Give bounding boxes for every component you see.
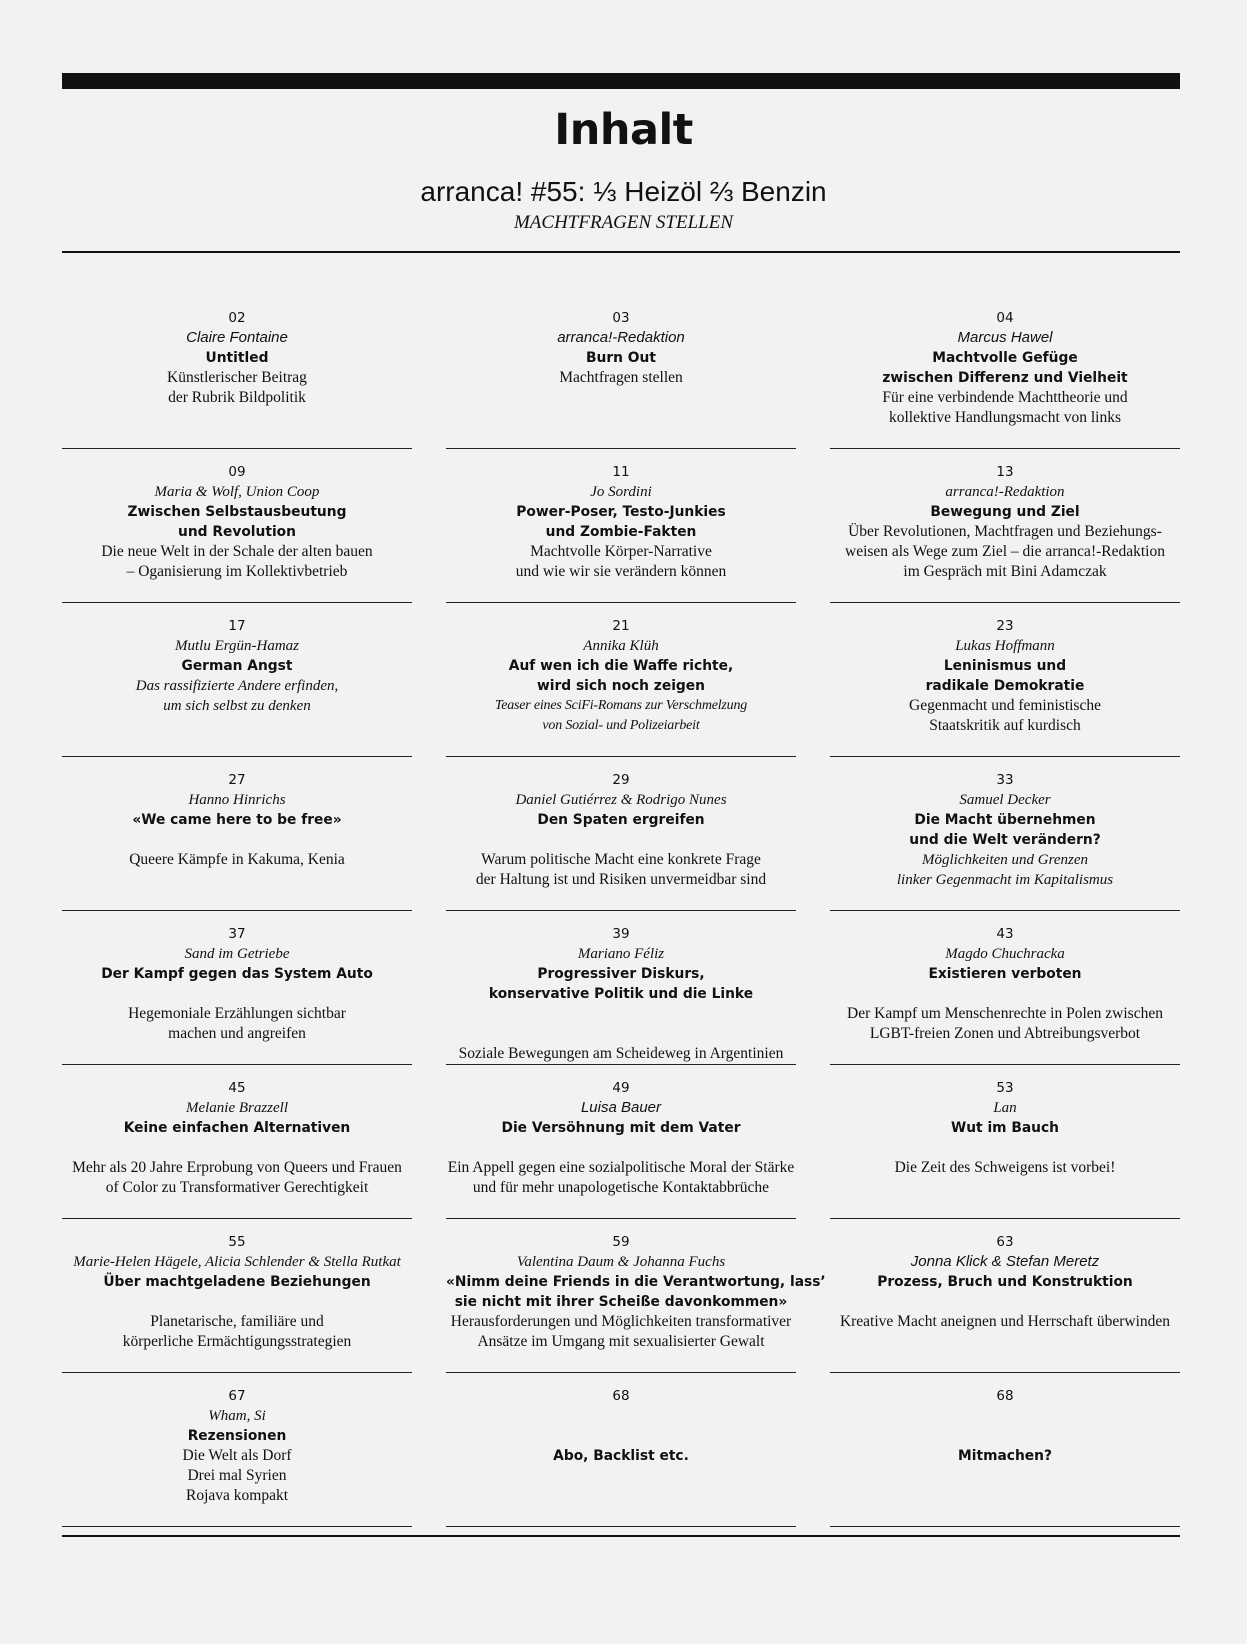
entry-title: Prozess, Bruch und Konstruktion [877, 1274, 1133, 1290]
page-number: 13 [996, 464, 1014, 480]
row-divider [62, 1372, 412, 1373]
entry-subtitle: Die Welt als Dorf [182, 1447, 292, 1464]
toc-entry[interactable] [62, 924, 412, 1044]
entry-title: Progressiver Diskurs, [537, 966, 705, 982]
row-divider [830, 602, 1180, 603]
toc-entry[interactable] [830, 1232, 1180, 1332]
entry-subtitle: und wie wir sie verändern können [515, 563, 727, 580]
entry-subtitle: Rojava kompakt [185, 1487, 289, 1504]
author: Annika Klüh [583, 638, 659, 654]
page-number: 23 [996, 618, 1014, 634]
entry-subtitle: kollektive Handlungsmacht von links [888, 409, 1122, 426]
entry-title: Den Spaten ergreifen [537, 812, 705, 828]
entry-subtitle: Hegemoniale Erzählungen sichtbar [128, 1005, 346, 1022]
page-number: 11 [612, 464, 630, 480]
spacer [62, 1138, 412, 1158]
entry-title: wird sich noch zeigen [537, 678, 705, 694]
entry-subtitle: Staatskritik auf kurdisch [929, 717, 1081, 734]
row-divider [446, 910, 796, 911]
entry-subtitle: machen und angreifen [168, 1025, 306, 1042]
entry-title: sie nicht mit ihrer Scheiße davonkommen» [454, 1294, 788, 1310]
spacer [446, 1024, 796, 1044]
page-number: 43 [996, 926, 1014, 942]
entry-title: konservative Politik und die Linke [488, 986, 754, 1002]
entry-subtitle: – Oganisierung im Kollektivbetrieb [126, 563, 348, 580]
toc-entry[interactable] [62, 1386, 412, 1506]
entry-title: Machtvolle Gefüge [932, 350, 1078, 366]
entry-title: Abo, Backlist etc. [553, 1448, 689, 1464]
row-divider [830, 448, 1180, 449]
entry-title: German Angst [181, 658, 293, 674]
page-number: 27 [228, 772, 246, 788]
entry-subtitle: linker Gegenmacht im Kapitalismus [896, 872, 1114, 888]
row-divider [830, 1218, 1180, 1219]
entry-title: Untitled [205, 350, 269, 366]
author: Jo Sordini [590, 484, 652, 500]
spacer [446, 1406, 796, 1426]
entry-subtitle: im Gespräch mit Bini Adamczak [903, 563, 1107, 580]
entry-subtitle: und für mehr unapologetische Kontaktabbrüche [472, 1179, 770, 1196]
author: Claire Fontaine [186, 329, 288, 346]
page-number: 03 [612, 310, 630, 326]
entry-subtitle: Die Zeit des Schweigens ist vorbei! [894, 1159, 1116, 1176]
entry-subtitle: Soziale Bewegungen am Scheideweg in Argentinien [458, 1045, 784, 1062]
entry-subtitle: Planetarische, familiäre und [150, 1313, 324, 1330]
entry-subtitle: Kreative Macht aneignen und Herrschaft überwinden [839, 1313, 1171, 1330]
spacer [446, 830, 796, 850]
spacer [446, 1138, 796, 1158]
row-divider [62, 910, 412, 911]
entry-subtitle: Ein Appell gegen eine sozialpolitische Moral der Stärke [447, 1159, 795, 1176]
toc-entry[interactable] [830, 1078, 1180, 1178]
toc-entry[interactable] [62, 462, 412, 582]
row-divider [830, 910, 1180, 911]
spacer [830, 1138, 1180, 1158]
entry-subtitle: Herausforderungen und Möglichkeiten transformativer [450, 1313, 792, 1330]
page-number: 37 [228, 926, 246, 942]
page-title: Inhalt [554, 105, 693, 155]
toc-entry[interactable] [830, 770, 1180, 890]
entry-subtitle: Queere Kämpfe in Kakuma, Kenia [129, 851, 345, 868]
toc-entry[interactable] [62, 1232, 412, 1352]
toc-entry[interactable] [446, 462, 796, 582]
issue-subtitle: MACHTFRAGEN STELLEN [513, 212, 734, 233]
entry-title: Zwischen Selbstausbeutung [127, 504, 347, 520]
spacer [446, 1426, 796, 1446]
page-number: 59 [612, 1234, 630, 1250]
page-number: 17 [228, 618, 246, 634]
row-divider [62, 448, 412, 449]
entry-title: radikale Demokratie [925, 678, 1085, 694]
entry-title: Keine einfachen Alternativen [123, 1120, 351, 1136]
page-number: 67 [228, 1388, 246, 1404]
author: Luisa Bauer [580, 1099, 662, 1116]
spacer [830, 1406, 1180, 1426]
row-divider [446, 756, 796, 757]
spacer [830, 1292, 1180, 1312]
entry-subtitle: Mehr als 20 Jahre Erprobung von Queers und Frauen [72, 1159, 402, 1176]
page-number: 33 [996, 772, 1014, 788]
row-divider [830, 1526, 1180, 1527]
entry-title: «We came here to be free» [132, 812, 342, 828]
author: Mariano Féliz [577, 946, 665, 962]
page-number: 53 [996, 1080, 1014, 1096]
author: Mutlu Ergün-Hamaz [174, 638, 300, 654]
row-divider [446, 1372, 796, 1373]
entry-subtitle: Der Kampf um Menschenrechte in Polen zwischen [847, 1005, 1163, 1022]
author: Lan [993, 1100, 1017, 1116]
entry-title: und die Welt verändern? [909, 832, 1101, 848]
entry-subtitle: der Haltung ist und Risiken unvermeidbar sind [475, 871, 767, 888]
entry-title: Auf wen ich die Waffe richte, [508, 658, 734, 674]
toc-entry[interactable] [446, 308, 796, 388]
author: Maria & Wolf, Union Coop [154, 484, 320, 500]
author: Sand im Getriebe [184, 946, 290, 962]
entry-title: zwischen Differenz und Vielheit [882, 370, 1128, 386]
page-number: 55 [228, 1234, 246, 1250]
page-number: 63 [996, 1234, 1014, 1250]
entry-subtitle: der Rubrik Bildpolitik [168, 389, 306, 406]
entry-subtitle: Teaser eines SciFi-Romans zur Verschmelzung [494, 698, 748, 713]
entry-subtitle: um sich selbst zu denken [163, 698, 311, 714]
row-divider [446, 448, 796, 449]
row-divider [446, 1218, 796, 1219]
author: Marcus Hawel [957, 329, 1053, 346]
spacer [62, 984, 412, 1004]
page-number: 39 [612, 926, 630, 942]
entry-title: und Revolution [178, 524, 296, 540]
entry-subtitle: Gegenmacht und feministische [909, 697, 1101, 714]
entry-subtitle: Machtfragen stellen [559, 369, 683, 386]
issue-title: arranca! #55: ⅓ Heizöl ⅔ Benzin [420, 176, 827, 207]
bottom-rule [62, 1535, 1180, 1537]
author: Jonna Klick & Stefan Meretz [910, 1253, 1100, 1270]
toc-entry[interactable] [62, 1078, 412, 1198]
row-divider [62, 1526, 412, 1527]
entry-subtitle: Drei mal Syrien [187, 1467, 287, 1484]
toc-entry[interactable] [830, 308, 1180, 428]
toc-entry[interactable] [446, 924, 796, 1064]
entry-title: Wut im Bauch [951, 1120, 1059, 1136]
toc-entry[interactable] [446, 1232, 826, 1352]
author: Lukas Hoffmann [955, 638, 1055, 654]
entry-subtitle: of Color zu Transformativer Gerechtigkeit [105, 1179, 369, 1196]
row-divider [62, 602, 412, 603]
author: arranca!-Redaktion [557, 329, 685, 346]
entry-title: Über machtgeladene Beziehungen [103, 1274, 371, 1290]
entry-subtitle: Über Revolutionen, Machtfragen und Beziehungs- [848, 523, 1162, 540]
row-divider [62, 1218, 412, 1219]
page-number: 04 [996, 310, 1014, 326]
entry-title: Die Versöhnung mit dem Vater [501, 1120, 741, 1136]
entry-subtitle: weisen als Wege zum Ziel – die arranca!-Redaktion [845, 543, 1165, 560]
toc-entry[interactable] [62, 616, 412, 716]
entry-title: Existieren verboten [928, 966, 1082, 982]
toc-entry[interactable] [446, 616, 796, 736]
toc-entry[interactable] [830, 1386, 1180, 1466]
page-number: 68 [612, 1388, 630, 1404]
spacer [446, 1004, 796, 1024]
author: Wham, Si [208, 1408, 266, 1424]
entry-subtitle: LGBT-freien Zonen und Abtreibungsverbot [869, 1025, 1141, 1042]
toc-entry[interactable] [446, 1386, 796, 1466]
table-of-contents [62, 0, 1180, 1644]
page-number: 02 [228, 310, 246, 326]
author: Valentina Daum & Johanna Fuchs [516, 1254, 726, 1270]
entry-title: und Zombie-Fakten [545, 524, 697, 540]
spacer [62, 1292, 412, 1312]
entry-title: Die Macht übernehmen [914, 812, 1096, 828]
toc-entry[interactable] [830, 462, 1180, 582]
row-divider [446, 602, 796, 603]
toc-entry[interactable] [446, 770, 796, 890]
row-divider [830, 1064, 1180, 1065]
page-number: 45 [228, 1080, 246, 1096]
entry-title: Bewegung und Ziel [930, 504, 1080, 520]
entry-subtitle: Künstlerischer Beitrag [167, 369, 307, 386]
entry-title: Rezensionen [187, 1428, 287, 1444]
author: Samuel Decker [959, 792, 1051, 808]
author: Magdo Chuchracka [945, 946, 1065, 962]
entry-subtitle: Die neue Welt in der Schale der alten bauen [101, 543, 373, 560]
entry-subtitle: Machtvolle Körper-Narrative [530, 543, 712, 560]
toc-entry[interactable] [830, 616, 1180, 736]
spacer [62, 830, 412, 850]
toc-entry[interactable] [830, 924, 1180, 1044]
page-number: 21 [612, 618, 630, 634]
entry-subtitle: Ansätze im Umgang mit sexualisierter Gewalt [477, 1333, 765, 1350]
entry-title: Der Kampf gegen das System Auto [101, 966, 373, 982]
author: Daniel Gutiérrez & Rodrigo Nunes [515, 792, 727, 808]
page-number: 09 [228, 464, 246, 480]
row-divider [830, 756, 1180, 757]
author: Marie-Helen Hägele, Alicia Schlender & Stella Rutkat [73, 1254, 401, 1270]
entry-title: «Nimm deine Friends in die Verantwortung, lass’ [446, 1274, 826, 1290]
spacer [830, 984, 1180, 1004]
page-number: 29 [612, 772, 630, 788]
row-divider [446, 1064, 796, 1065]
entry-subtitle: Das rassifizierte Andere erfinden, [135, 678, 339, 694]
entry-subtitle: Für eine verbindende Machttheorie und [882, 389, 1128, 406]
page-number: 49 [612, 1080, 630, 1096]
toc-entry[interactable] [62, 770, 412, 870]
row-divider [62, 1064, 412, 1065]
row-divider [62, 756, 412, 757]
toc-entry[interactable] [62, 308, 412, 408]
entry-title: Power-Poser, Testo-Junkies [516, 504, 726, 520]
author: Melanie Brazzell [185, 1100, 289, 1116]
row-divider [446, 1526, 796, 1527]
toc-entry[interactable] [446, 1078, 796, 1198]
author: Hanno Hinrichs [188, 792, 286, 808]
entry-subtitle: von Sozial- und Polizeiarbeit [542, 718, 700, 733]
entry-title: Leninismus und [943, 658, 1067, 674]
entry-title: Mitmachen? [958, 1448, 1052, 1464]
page-number: 68 [996, 1388, 1014, 1404]
entry-subtitle: Möglichkeiten und Grenzen [921, 852, 1089, 868]
entry-title: Burn Out [586, 350, 656, 366]
author: arranca!-Redaktion [945, 484, 1065, 500]
row-divider [830, 1372, 1180, 1373]
entry-subtitle: körperliche Ermächtigungsstrategien [122, 1333, 352, 1350]
spacer [830, 1426, 1180, 1446]
entry-subtitle: Warum politische Macht eine konkrete Frage [481, 851, 761, 868]
